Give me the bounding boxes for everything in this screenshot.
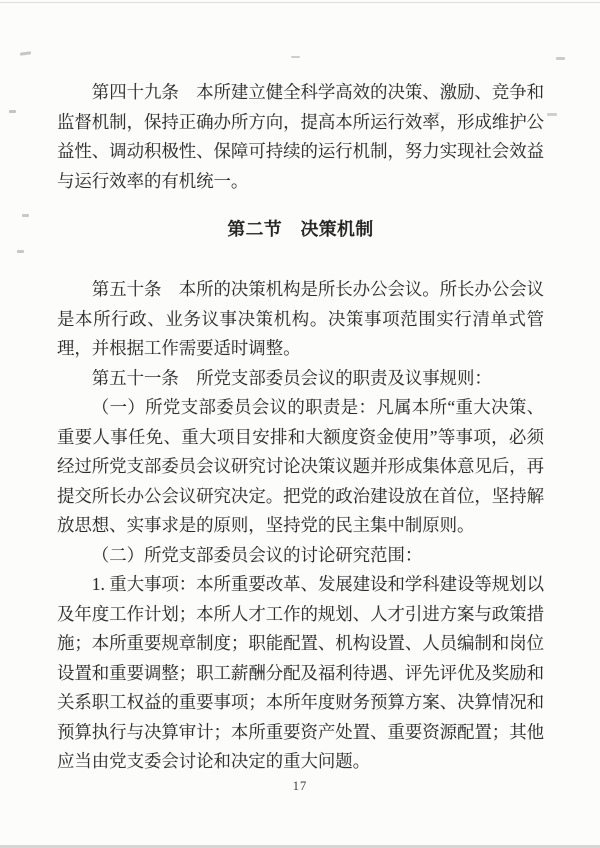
scan-artifact	[556, 57, 565, 60]
paragraph-article-51-item-2-sub-1: 1. 重大事项：本所重要改革、发展建设和学科建设等规划以及年度工作计划；本所人才工作的规划、人才引进方案与政策措施；本所重要规章制度；职能配置、机构设置、人员编制和岗位设置和重要调整；职工薪酬分配及福利待遇、评先评优及奖励和关系职工权益的重要事项；本所年度财务预算方案、决算情况和预算执行与决算审计；本所重要资产处置、重要资源配置；其他应当由党支委会讨论和决定的重大问题。	[57, 574, 544, 771]
scan-artifact-top-edge	[0, 2, 600, 3]
paragraph-article-49: 第四十九条 本所建立健全科学高效的决策、激励、竞争和监督机制，保持正确办所方向，提高本所运行效率，形成维护公益性、调动积极性、保障可持续的运行机制，努力实现社会效益与运行效率的有机统一。	[57, 82, 544, 191]
paragraph-article-51-intro: 第五十一条 所党支部委员会议的职责及议事规则：	[91, 367, 492, 388]
document-body	[57, 78, 544, 777]
scan-artifact	[547, 113, 557, 116]
section-heading: 第二节 决策机制	[227, 219, 374, 239]
scan-artifact	[9, 110, 16, 113]
scan-artifact	[20, 51, 31, 56]
scan-artifact	[22, 214, 29, 217]
scan-artifact	[291, 56, 300, 58]
scan-artifact	[17, 250, 24, 253]
paragraph-article-50: 第五十条 本所的决策机构是所长办公会议。所长办公会议是本所行政、业务议事决策机构。决策事项范围实行清单式管理，并根据工作需要适时调整。	[57, 279, 544, 358]
paragraph-article-51-item-1: （一）所党支部委员会议的职责是：凡属本所“重大决策、重要人事任免、重大项目安排和大额度资金使用”等事项，必须经过所党支部委员会议研究讨论决策议题并形成集体意见后，再提交所长办公会议研究决定。把党的政治建设放在首位，坚持解放思想、实事求是的原则，坚持党的民主集中制原则。	[57, 397, 544, 535]
page-number: 17	[292, 779, 308, 793]
paragraph-article-51-item-2: （二）所党支部委员会议的讨论研究范围：	[91, 544, 423, 565]
